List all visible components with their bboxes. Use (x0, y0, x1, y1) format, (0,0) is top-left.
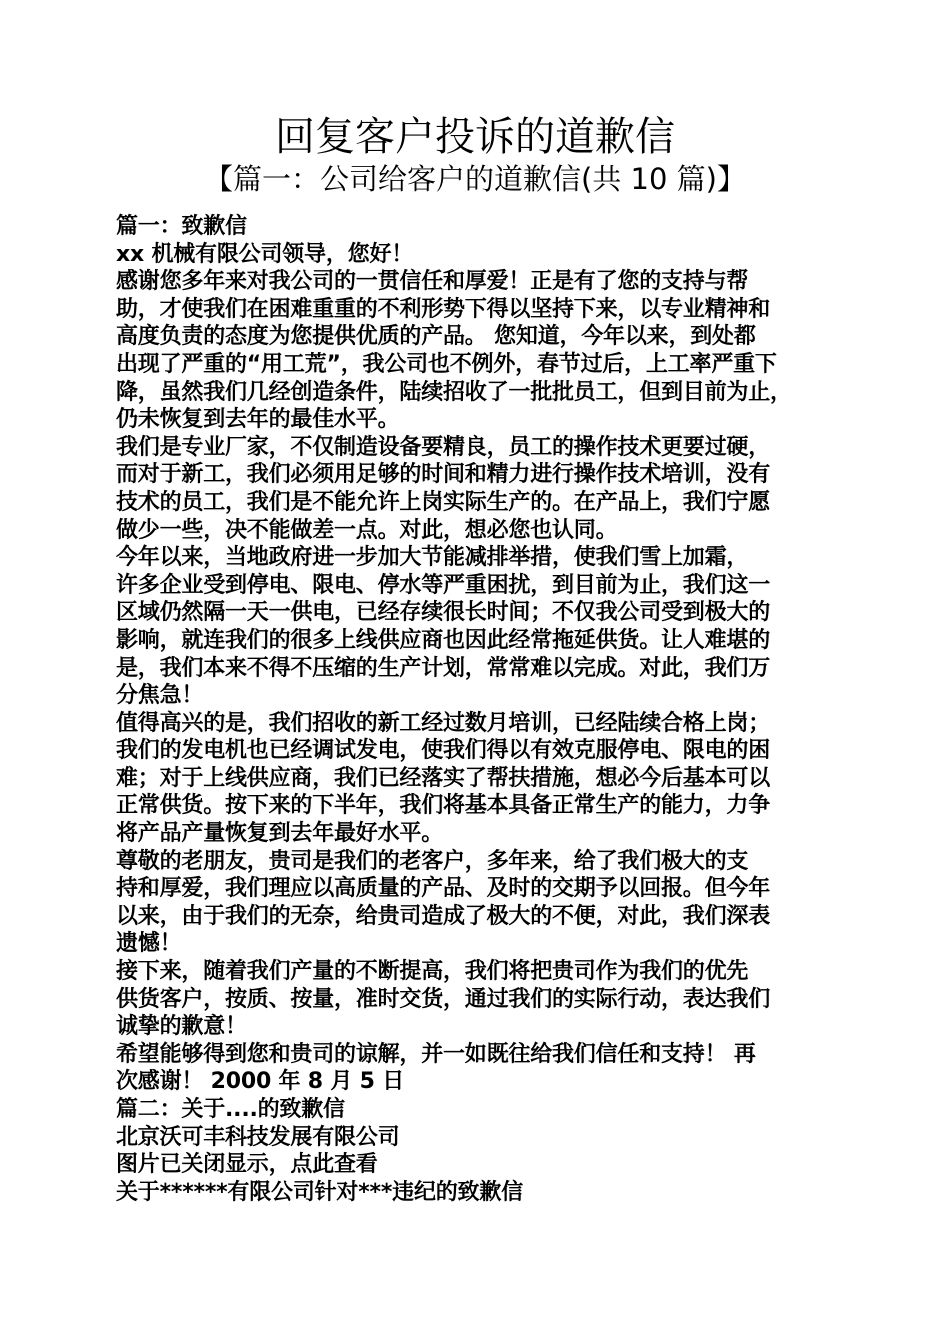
letter-body (116, 213, 836, 1206)
text-line: 今年以来，当地政府进一步加大节能减排举措，使我们雪上加霜， (116, 545, 749, 571)
text-line: 供货客户，按质、按量，准时交货，通过我们的实际行动，表达我们 (116, 986, 771, 1012)
text-line: 北京沃可丰科技发展有限公司 (116, 1124, 400, 1150)
text-line: 而对于新工，我们必须用足够的时间和精力进行操作技术培训，没有 (116, 462, 771, 488)
text-line: 诚挚的歉意！ (116, 1014, 247, 1040)
text-line: 出现了严重的“用工荒”，我公司也不例外，春节过后，上工率严重下 (116, 351, 777, 377)
document-title: 回复客户投诉的道歉信 (275, 114, 675, 160)
text-line: 技术的员工，我们是不能允许上岗实际生产的。在产品上，我们宁愿 (116, 489, 771, 515)
text-line: 尊敬的老朋友，贵司是我们的老客户，多年来，给了我们极大的支 (116, 848, 749, 874)
text-line: 助，才使我们在困难重重的不利形势下得以坚持下来，以专业精神和 (116, 296, 771, 322)
text-line: 高度负责的态度为您提供优质的产品。 您知道，今年以来，到处都 (116, 324, 756, 350)
text-line: 我们的发电机也已经调试发电，使我们得以有效克服停电、限电的困 (116, 738, 771, 764)
text-line: 接下来，随着我们产量的不断提高，我们将把贵司作为我们的优先 (116, 959, 749, 985)
text-line: 将产品产量恢复到去年最好水平。 (116, 821, 444, 847)
text-line: 区域仍然隔一天一供电，已经存续很长时间；不仅我公司受到极大的 (116, 600, 771, 626)
text-line: 是，我们本来不得不压缩的生产计划，常常难以完成。对此，我们万 (116, 655, 771, 681)
text-line: 仍未恢复到去年的最佳水平。 (116, 407, 400, 433)
text-line: 次感谢！ 2000 年 8 月 5 日 (116, 1069, 405, 1095)
text-line: xx 机械有限公司领导，您好！ (116, 241, 414, 267)
text-line: 难；对于上线供应商，我们已经落实了帮扶措施，想必今后基本可以 (116, 765, 771, 791)
text-line: 正常供货。按下来的下半年，我们将基本具备正常生产的能力，力争 (116, 793, 771, 819)
text-line: 希望能够得到您和贵司的谅解，并一如既往给我们信任和支持！ 再 (116, 1041, 756, 1067)
text-line: 篇二：关于....的致歉信 (116, 1097, 345, 1122)
text-line: 值得高兴的是，我们招收的新工经过数月培训，已经陆续合格上岗； (116, 710, 771, 736)
text-line: 感谢您多年来对我公司的一贯信任和厚爱！正是有了您的支持与帮 (116, 269, 749, 295)
text-line: 持和厚爱，我们理应以高质量的产品、及时的交期予以回报。但今年 (116, 876, 771, 902)
text-line: 分焦急！ (116, 683, 204, 709)
text-line: 做少一些，决不能做差一点。对此，想必您也认同。 (116, 517, 618, 543)
text-line: 许多企业受到停电、限电、停水等严重困扰，到目前为止，我们这一 (116, 572, 771, 598)
text-line: 我们是专业厂家，不仅制造设备要精良，员工的操作技术更要过硬， (116, 434, 771, 460)
text-line: 图片已关闭显示，点此查看 (116, 1152, 378, 1178)
text-line: 以来，由于我们的无奈，给贵司造成了极大的不便，对此，我们深表 (116, 903, 771, 929)
text-line: 影响，就连我们的很多上线供应商也因此经常拖延供货。让人难堪的 (116, 627, 771, 653)
text-line: 关于******有限公司针对***违纪的致歉信 (116, 1179, 523, 1205)
text-line: 降，虽然我们几经创造条件，陆续招收了一批批员工，但到目前为止， (116, 379, 792, 405)
text-line: 遗憾！ (116, 931, 182, 957)
document-subtitle: 【篇一：公司给客户的道歉信(共 10 篇)】 (204, 162, 746, 196)
text-line: 篇一：致歉信 (116, 214, 247, 239)
